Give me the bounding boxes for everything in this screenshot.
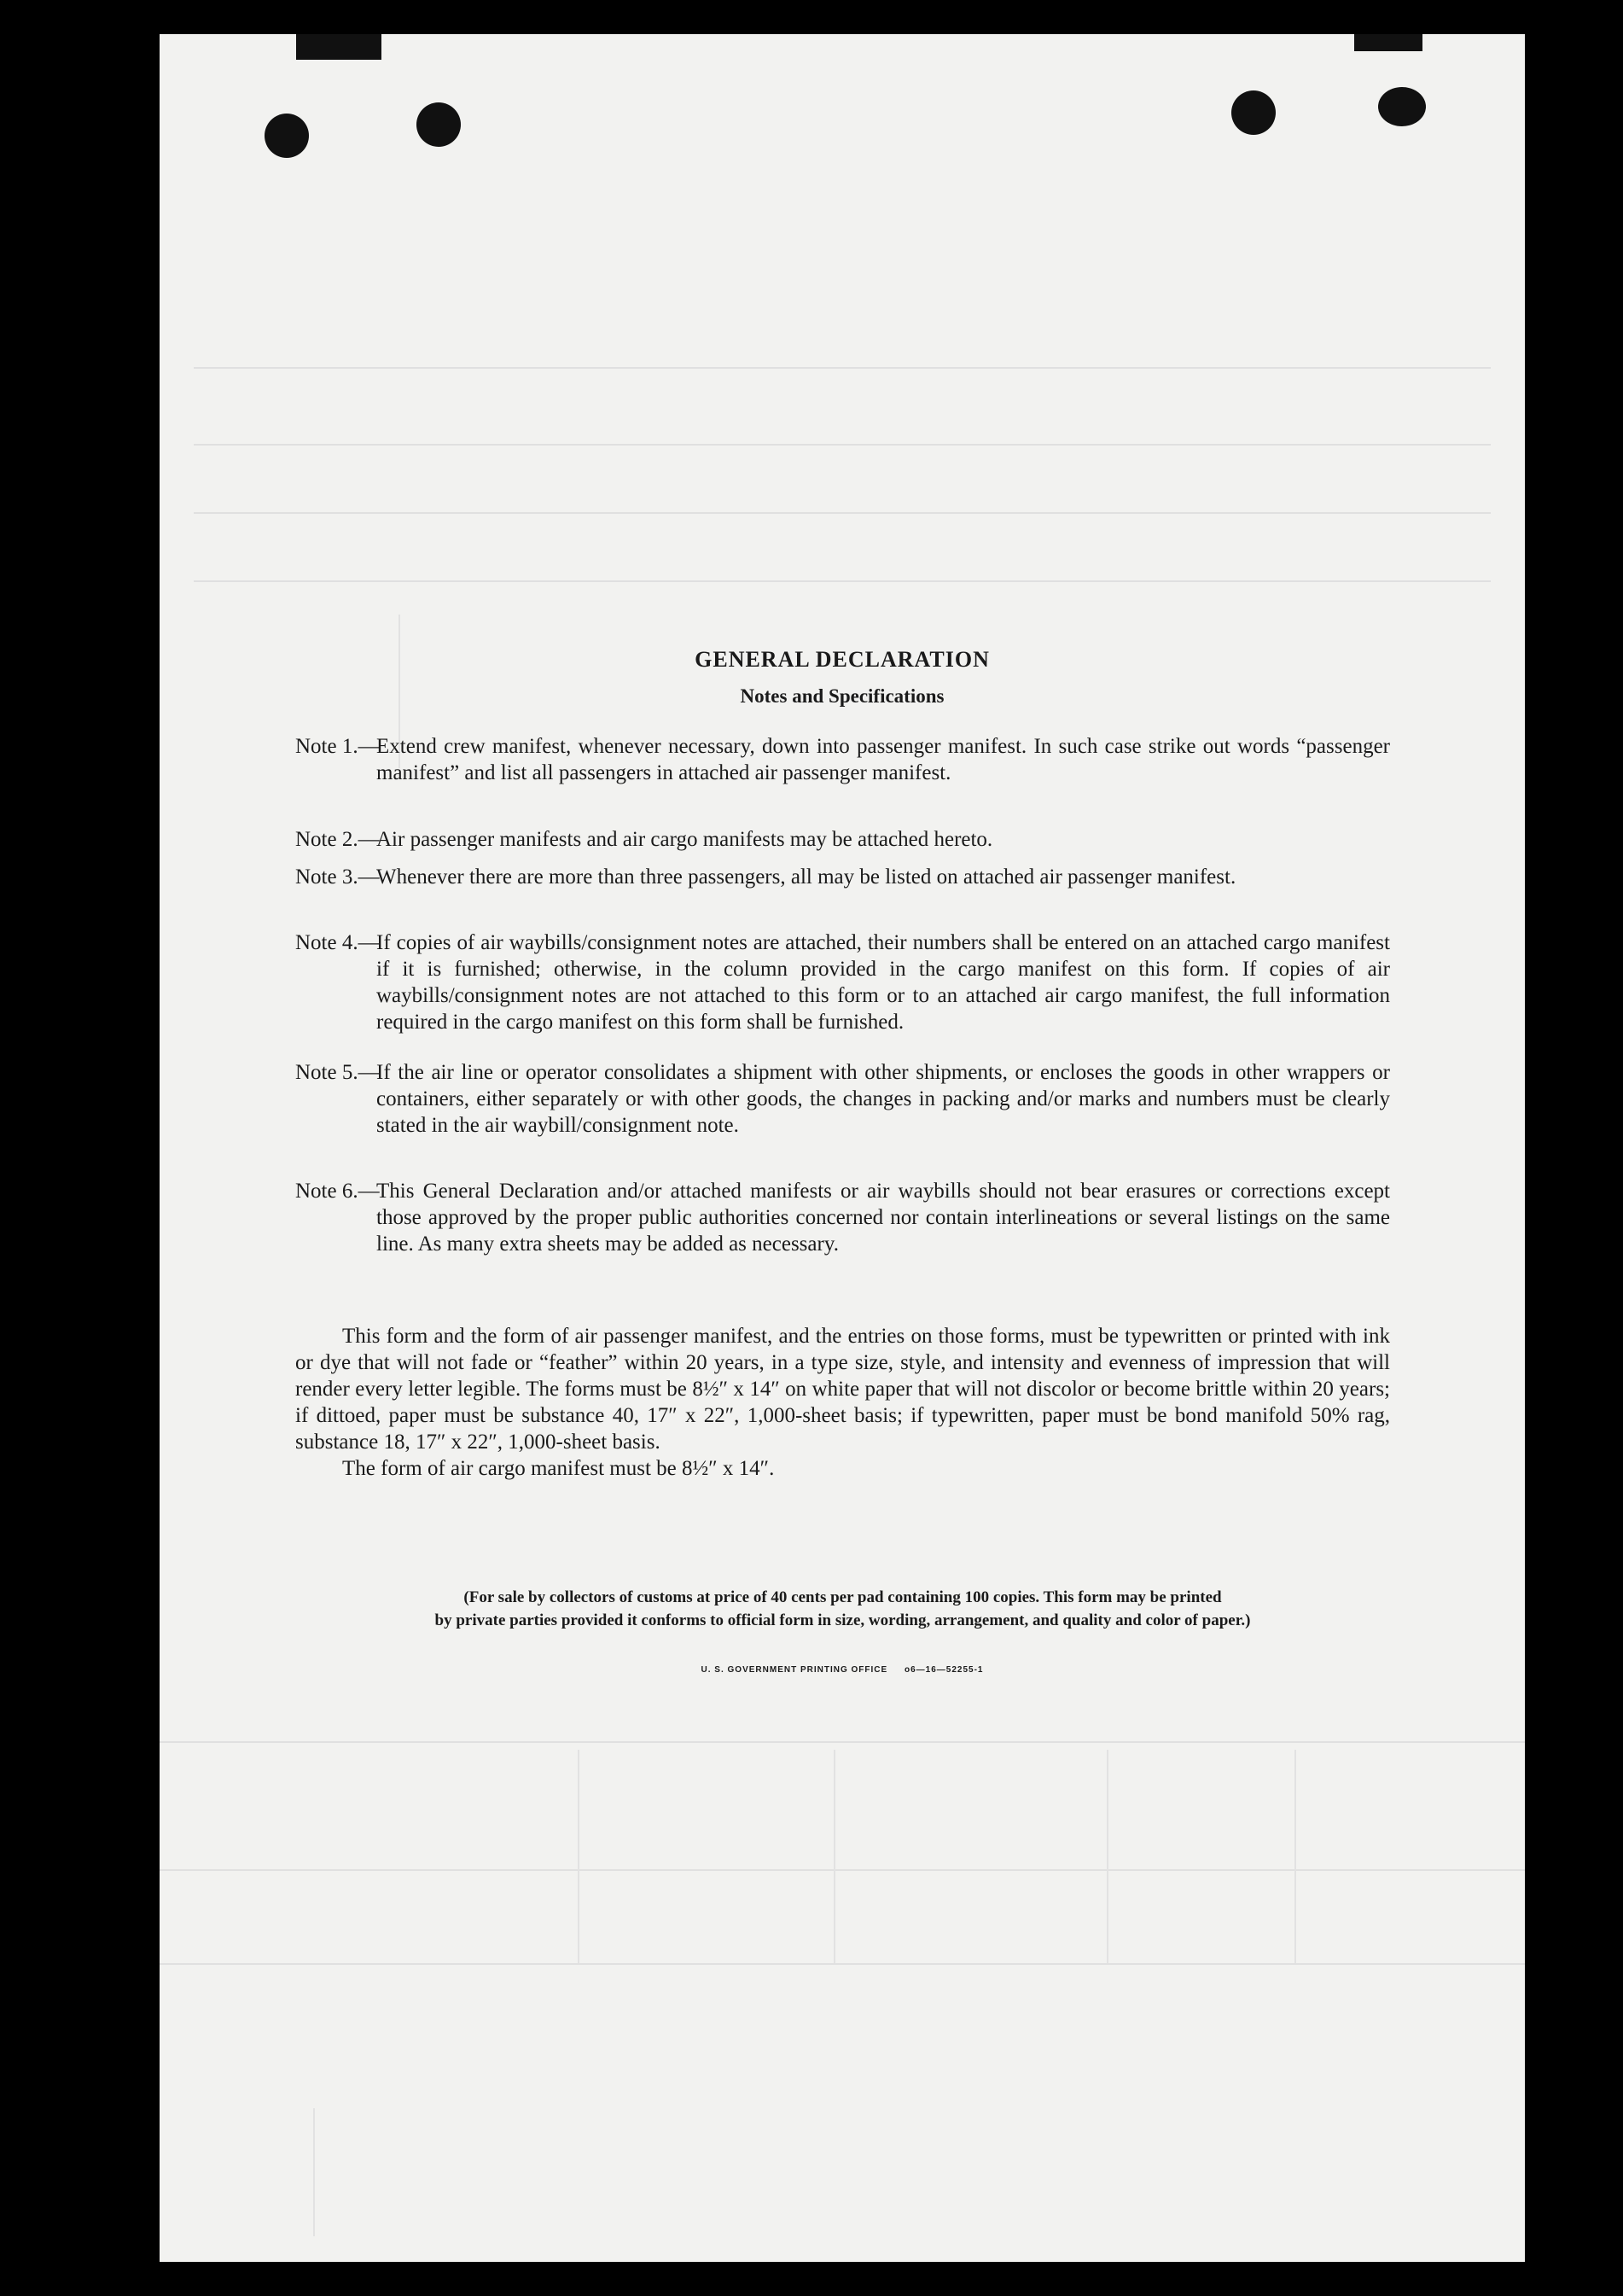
- punch-hole: [416, 102, 461, 147]
- printing-office: U. S. GOVERNMENT PRINTING OFFICE: [701, 1665, 888, 1675]
- note-label: Note 4.—: [295, 931, 380, 954]
- bleed-through-rule: [578, 1750, 579, 1963]
- note-3: [295, 864, 1390, 890]
- note-text: Extend crew manifest, whenever necessary, down into passenger manifest. In such case strike out words “passenger manifest” and list all passengers in attached air passenger manifest.: [376, 735, 1390, 784]
- note-5: [295, 1059, 1390, 1139]
- bleed-through-rule: [313, 2108, 315, 2236]
- bleed-through-rule: [160, 1869, 1525, 1871]
- bleed-through-rule: [194, 367, 1491, 369]
- bleed-through-rule: [194, 512, 1491, 514]
- page-subtitle: Notes and Specifications: [740, 685, 945, 707]
- punch-hole: [1231, 90, 1276, 135]
- sale-notice: [295, 1586, 1390, 1632]
- note-label: Note 6.—: [295, 1180, 380, 1203]
- note-label: Note 1.—: [295, 735, 380, 758]
- note-1: [295, 733, 1390, 786]
- printer-imprint: [160, 1665, 1525, 1675]
- page-title: GENERAL DECLARATION: [695, 647, 990, 672]
- note-text: If copies of air waybills/consignment notes are attached, their numbers shall be entered on an attached cargo manifest if it is furnished; otherwise, in the column provided in the cargo manifest on this form. If copies of air waybills/consignment notes are not attached to this form or to an attached air cargo manifest, the full information required in the cargo manifest on this form shall be furnished.: [376, 931, 1390, 1034]
- cargo-manifest-size: The form of air cargo manifest must be 8½″ x 14″.: [342, 1457, 775, 1480]
- note-text: Whenever there are more than three passengers, all may be listed on attached air passenger manifest.: [376, 865, 1236, 889]
- tape-mark: [296, 34, 381, 60]
- note-4: [295, 929, 1390, 1035]
- note-label: Note 5.—: [295, 1061, 380, 1084]
- bleed-through-rule: [194, 444, 1491, 446]
- bleed-through-rule: [1294, 1750, 1296, 1963]
- bleed-through-rule: [160, 1963, 1525, 1965]
- tape-mark: [1354, 34, 1422, 51]
- bleed-through-rule: [1107, 1750, 1108, 1963]
- sale-notice-line: (For sale by collectors of customs at price of 40 cents per pad containing 100 copies. This form may be printed: [463, 1588, 1222, 1606]
- form-specification: [295, 1323, 1390, 1482]
- bleed-through-rule: [194, 580, 1491, 582]
- note-text: Air passenger manifests and air cargo manifests may be attached hereto.: [376, 828, 993, 851]
- note-2: [295, 826, 1390, 853]
- specification-paragraph: This form and the form of air passenger manifest, and the entries on those forms, must be typewritten or printed with ink or dye that will not fade or “feather” within 20 years, in a type size, style, and intensity and evenness of impression that will render every letter legible. The forms must be 8½″ x 14″ on white paper that will not discolor or become brittle within 20 years; if dittoed, paper must be substance 40, 17″ x 22″, 1,000-sheet basis; if typewritten, paper must be bond manifold 50% rag, substance 18, 17″ x 22″, 1,000-sheet basis.: [295, 1325, 1390, 1454]
- punch-hole: [265, 114, 309, 158]
- sale-notice-line: by private parties provided it conforms to official form in size, wording, arrangement, and quality and color of paper.): [434, 1611, 1251, 1629]
- bleed-through-rule: [160, 1741, 1525, 1743]
- note-label: Note 3.—: [295, 865, 380, 889]
- note-text: This General Declaration and/or attached manifests or air waybills should not bear erasures or corrections except those approved by the proper public authorities concerned nor contain interlineations or several listings on the same line. As many extra sheets may be added as necessary.: [376, 1180, 1390, 1256]
- note-text: If the air line or operator consolidates a shipment with other shipments, or encloses the goods in other wrappers or containers, either separately or with other goods, the changes in packing and/or marks and numbers must be clearly stated in the air waybill/consignment note.: [376, 1061, 1390, 1137]
- bleed-through-rule: [834, 1750, 835, 1963]
- note-label: Note 2.—: [295, 828, 380, 851]
- punch-hole: [1378, 87, 1426, 126]
- document-page: [160, 34, 1525, 2262]
- print-code: o6—16—52255-1: [904, 1665, 984, 1675]
- note-6: [295, 1178, 1390, 1257]
